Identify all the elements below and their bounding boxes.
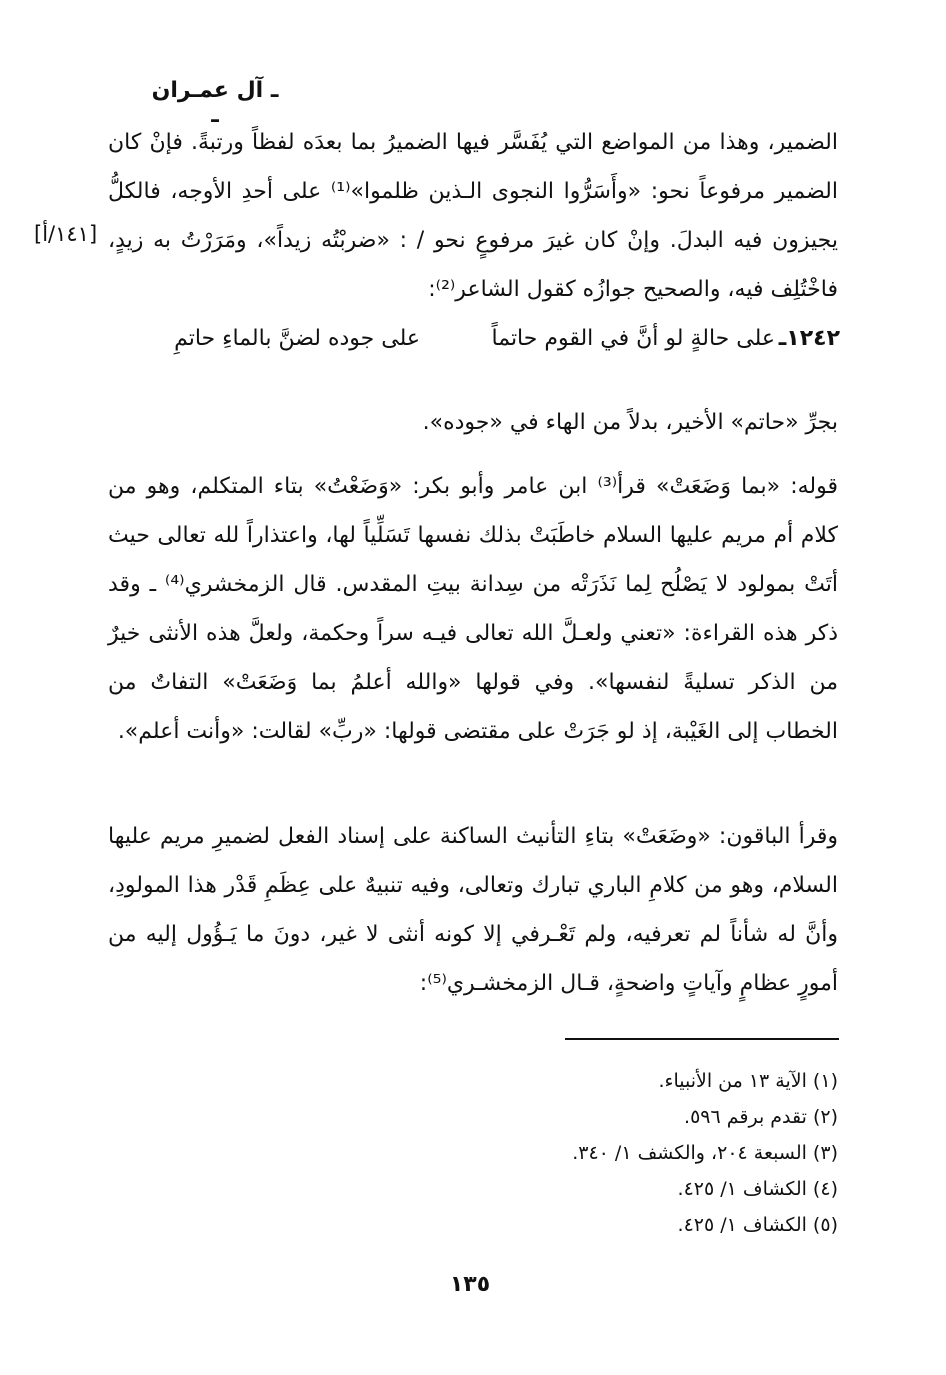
footnotes: [438, 1063, 838, 1243]
footnote-2: (٢) تقدم برقم ٥٩٦.: [684, 1106, 838, 1128]
footnote-4: (٤) الكشاف ١/ ٤٢٥.: [677, 1178, 838, 1200]
paragraph-3: قوله: «بما وَضَعَتْ» قرأ⁽³⁾ ابن عامر وأبو بكر: «وَضَعْتُ» بتاء المتكلم، وهو من كلام أم مريم عليها السلام خاطَبَتْ بذلك نفسها تَسَلِّياً لها، واعتذاراً لله تعالى حيث أتَتْ بمولود لا يَصْلُح لِما نَذَرَتْه من سِدانة بيتِ المقدس. قال الزمخشري⁽⁴⁾ ـ وقد ذكر هذه القراءة: «تعني ولعـلَّ الله تعالى فيـه سراً وحكمة، ولعلَّ هذه الأنثى خيرٌ من الذكر تسليةً لنفسها». وفي قولها «والله أعلمُ بما وَضَعَتْ» التفاتٌ من الخطاب إلى الغَيْبة، إذ لو جَرَتْ على مقتضى قولها: «ربِّ» لقالت: «وأنت أعلم».: [108, 474, 839, 744]
verse-second-hemistich: على جوده لضنَّ بالماءِ حاتمِ: [174, 326, 420, 351]
paragraph-1: الضمير، وهذا من المواضع التي يُفَسَّر فيها الضميرُ بما بعدَه لفظاً ورتبةً. فإنْ كان الضمير مرفوعاً نحو: «وأَسَرُّوا النجوى الـذين ظلموا»⁽¹⁾ على أحدِ الأوجه، فالكلُّ يجيزون فيه البدلَ. وإنْ كان غيرَ مرفوعٍ نحو / : «ضربْتُه زيداً»، ومَرَرْتُ به زيدٍ، فاخْتُلِف فيه، والصحيح جوازُه كقول الشاعر⁽²⁾:: [108, 130, 838, 302]
footnote-1: (١) الآية ١٣ من الأنبياء.: [658, 1070, 838, 1092]
verse-first-hemistich: على حالةٍ لو أنَّ في القوم حاتماً: [491, 326, 775, 351]
paragraph-4: وقرأ الباقون: «وضَعَتْ» بتاءِ التأنيث الساكنة على إسناد الفعل لضميرِ مريم عليها السلام، وهو من كلامِ الباري تبارك وتعالى، وفيه تنبيهٌ على عِظَمِ قَدْر هذا المولودِ، وأنَّ له شأناً لم تعرفيه، ولم تَعْـرفي إلا كونه أنثى لا غير، دونَ ما يَـؤُول إليه من أمورٍ عظامٍ وآياتٍ واضحةٍ، قـال الزمخشـري⁽⁵⁾:: [108, 824, 838, 996]
poetry-verse: [105, 322, 840, 362]
footnote-separator: [565, 1038, 839, 1040]
running-header: ـ آل عمـران ـ: [151, 78, 279, 128]
manuscript-folio-marker: [١٤١/أ]: [34, 222, 98, 246]
paragraph-2: بجرِّ «حاتم» الأخير، بدلاً من الهاء في «جوده».: [422, 410, 838, 435]
footnote-5: (٥) الكشاف ١/ ٤٢٥.: [677, 1214, 838, 1236]
verse-number: ١٢٤٢ـ: [778, 326, 840, 351]
page-number: ١٣٥: [449, 1272, 491, 1297]
footnote-3: (٣) السبعة ٢٠٤، والكشف ١/ ٣٤٠.: [572, 1142, 838, 1164]
